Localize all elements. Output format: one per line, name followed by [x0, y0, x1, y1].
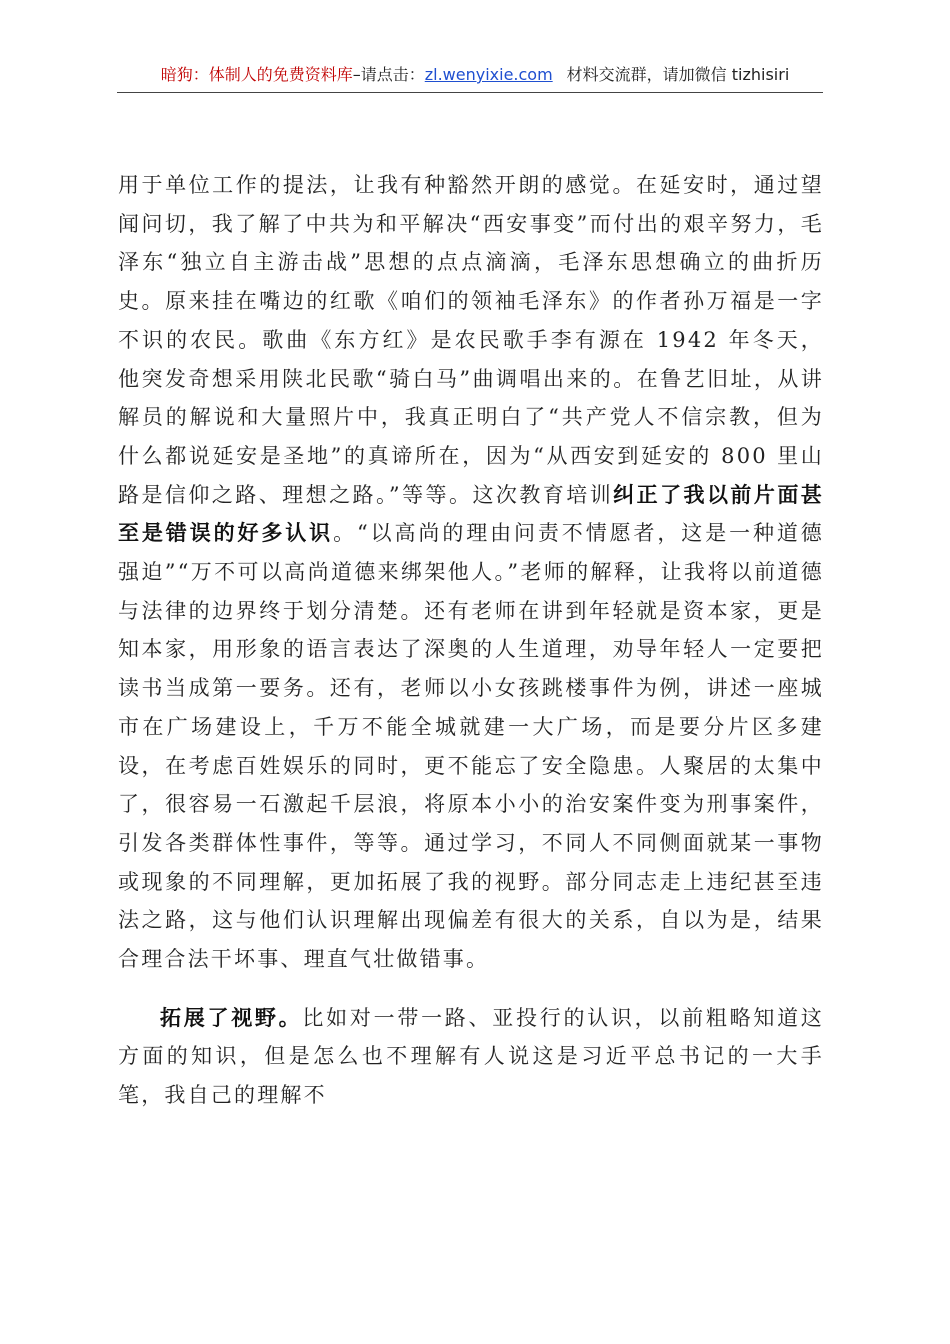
paragraph-2-emphasis: 拓展了视野。	[160, 1004, 303, 1030]
paragraph-1	[118, 166, 824, 979]
header-brand: 暗狗：体制人的免费资料库	[160, 65, 353, 84]
header-prompt: –请点击：	[352, 65, 425, 84]
header-wechat-note: 材料交流群，请加微信 tizhisiri	[566, 65, 790, 84]
header-link[interactable]: zl.wenyixie.com	[424, 65, 553, 84]
header-divider	[117, 92, 823, 93]
paragraph-2-text: 比如对一带一路、亚投行的认识，以前粗略知道这方面的知识，但是怎么也不理解有人说这是习近平总书记的一大手笔，我自己的理解不	[118, 1005, 824, 1108]
paragraph-1-emphasis: 纠正了我以前片面甚至是错误的好多认识	[118, 481, 824, 546]
paragraph-1-text-b: 。“以高尚的理由问责不情愿者，这是一种道德强迫”“万不可以高尚道德来绑架他人。”老师的解释，让我将以前道德与法律的边界终于划分清楚。还有老师在讲到年轻就是资本家，更是知本家，用形象的语言表达了深奥的人生道理，劝导年轻人一定要把读书当成第一要务。还有，老师以小女孩跳楼事件为例，讲述一座城市在广场建设上，千万不能全城就建一大广场，而是要分片区多建设，在考虑百姓娱乐的同时，更不能忘了安全隐患。人聚居的太集中了，很容易一石激起千层浪，将原本小小的治安案件变为刑事案件，引发各类群体性事件，等等。通过学习，不同人不同侧面就某一事物或现象的不同理解，更加拓展了我的视野。部分同志走上违纪甚至违法之路，这与他们认识理解出现偏差有很大的关系，自以为是，结果合理合法干坏事、理直气壮做错事。	[118, 521, 824, 972]
document-body	[118, 166, 824, 1115]
paragraph-1-text-a: 用于单位工作的提法，让我有种豁然开朗的感觉。在延安时，通过望闻问切，我了解了中共为和平解决“西安事变”而付出的艰辛努力，毛泽东“独立自主游击战”思想的点点滴滴，毛泽东思想确立的曲折历史。原来挂在嘴边的红歌《咱们的领袖毛泽东》的作者孙万福是一字不识的农民。歌曲《东方红》是农民歌手李有源在 1942 年冬天，他突发奇想采用陕北民歌“骑白马”曲调唱出来的。在鲁艺旧址，从讲解员的解说和大量照片中，我真正明白了“共产党人不信宗教，但为什么都说延安是圣地”的真谛所在，因为“从西安到延安的 800 里山路是信仰之路、理想之路。”等等。这次教育培训	[118, 173, 824, 507]
paragraph-2	[118, 999, 824, 1115]
page-header	[0, 62, 950, 85]
